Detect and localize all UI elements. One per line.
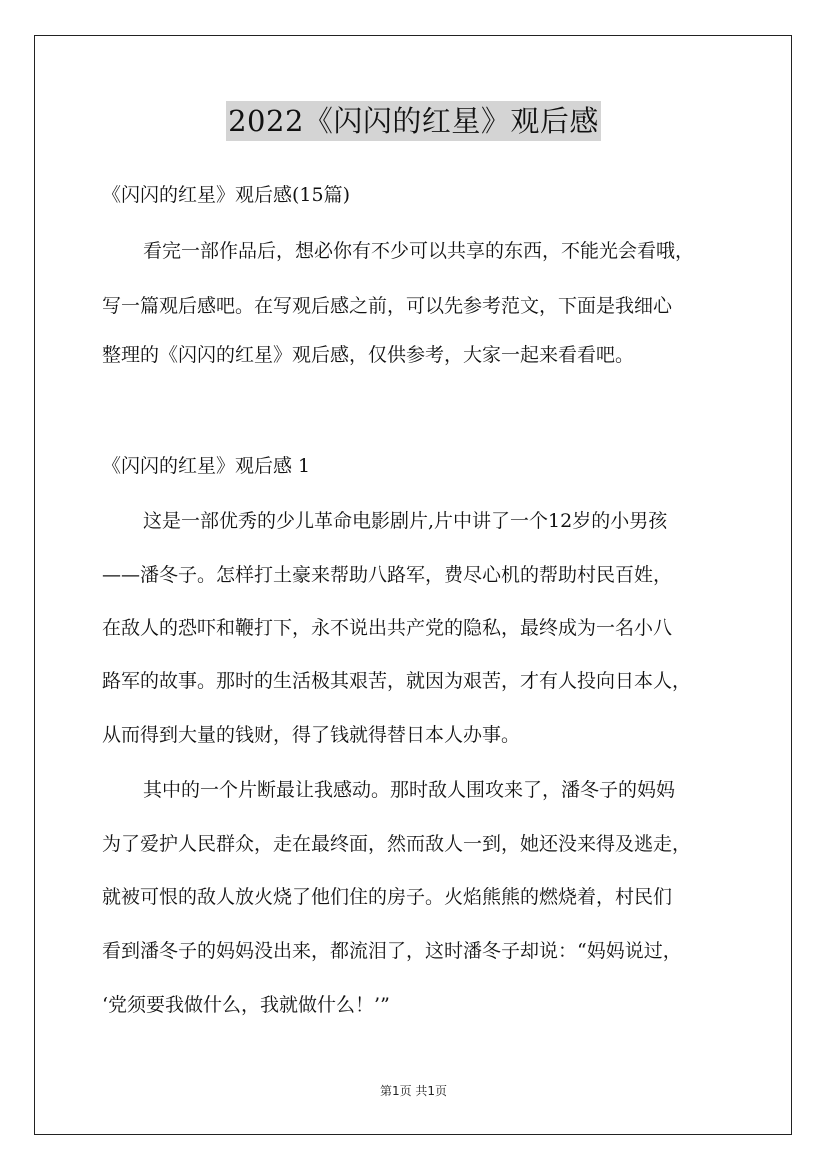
intro-line: 整理的《闪闪的红星》观后感，仅供参考，大家一起来看看吧。 xyxy=(102,344,635,366)
paragraph-line: 路军的故事。那时的生活极其艰苦，就因为艰苦，才有人投向日本人， xyxy=(102,670,692,692)
paragraph-line: 看到潘冬子的妈妈没出来，都流泪了，这时潘冬子却说：“妈妈说过， xyxy=(102,940,682,962)
paragraph-line: 其中的一个片断最让我感动。那时敌人围攻来了，潘冬子的妈妈 xyxy=(143,779,676,801)
page-footer: 第1页 共1页 xyxy=(379,1084,448,1098)
paragraph-line: 这是一部优秀的少儿革命电影剧片,片中讲了一个12岁的小男孩 xyxy=(143,510,668,532)
title-container xyxy=(0,101,827,141)
paragraph-line: ‘党须要我做什么，我就做什么！’” xyxy=(102,994,390,1016)
paragraph-line: ——潘冬子。怎样打土豪来帮助八路军，费尽心机的帮助村民百姓， xyxy=(102,564,673,586)
document-subtitle: 《闪闪的红星》观后感(15篇) xyxy=(102,184,351,206)
document-title: 2022《闪闪的红星》观后感 xyxy=(226,101,601,141)
intro-line: 写一篇观后感吧。在写观后感之前，可以先参考范文，下面是我细心 xyxy=(102,295,673,317)
paragraph-line: 就被可恨的敌人放火烧了他们住的房子。火焰熊熊的燃烧着，村民们 xyxy=(102,886,673,908)
paragraph-line: 在敌人的恐吓和鞭打下，永不说出共产党的隐私，最终成为一名小八 xyxy=(102,617,673,639)
intro-line: 看完一部作品后，想必你有不少可以共享的东西，不能光会看哦， xyxy=(143,240,695,262)
paragraph-line: 为了爱护人民群众，走在最终面，然而敌人一到，她还没来得及逃走， xyxy=(102,833,692,855)
section-heading: 《闪闪的红星》观后感 1 xyxy=(102,455,311,477)
paragraph-line: 从而得到大量的钱财，得了钱就得替日本人办事。 xyxy=(102,724,521,746)
